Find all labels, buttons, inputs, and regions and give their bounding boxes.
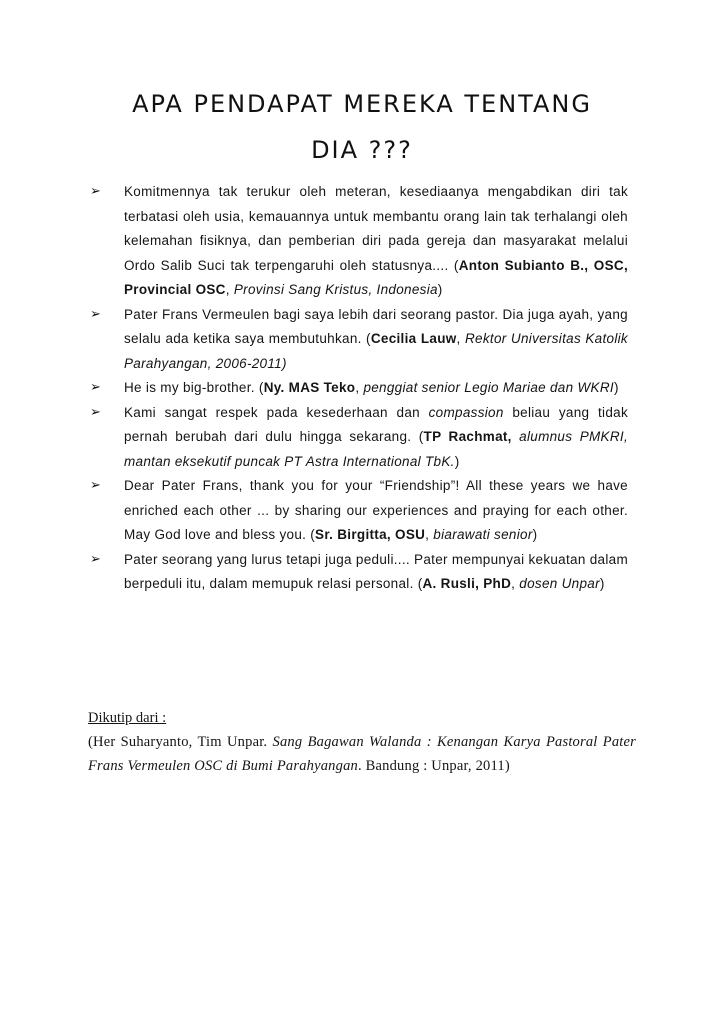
page-title-line-2: DIA ???: [311, 136, 413, 164]
arrow-bullet-icon: ➢: [90, 404, 102, 420]
quote-text-start: Kami sangat respek pada kesederhaan dan: [124, 404, 429, 420]
quote-author-role: dosen Unpar: [519, 576, 600, 591]
quote-text: He is my big-brother. (: [124, 380, 264, 395]
quote-author-role: Provinsi Sang Kristus, Indonesia: [233, 282, 438, 297]
quote-separator: ,: [511, 576, 520, 591]
quote-author: A. Rusli, PhD: [422, 576, 512, 591]
quote-end: ): [599, 576, 605, 591]
quote-end: ): [613, 380, 619, 395]
arrow-bullet-icon: ➢: [90, 478, 102, 493]
arrow-bullet-icon: ➢: [90, 551, 102, 567]
testimonial-list: [88, 180, 628, 597]
quote-author-role: Rektor Universitas Katolik Parahyangan, 2006-2011): [124, 331, 628, 371]
testimonial-item: [88, 376, 628, 401]
quote-author: Anton Subianto B., OSC, Provincial OSC: [124, 257, 628, 297]
quote-author: Ny. MAS Teko: [263, 380, 356, 395]
quote-author-role: penggiat senior Legio Mariae dan WKRI: [363, 380, 614, 395]
quote-author: Sr. Birgitta, OSU: [315, 527, 426, 542]
quote-separator: ,: [425, 527, 434, 542]
citation-suffix: . Bandung : Unpar, 2011): [357, 758, 510, 774]
page-title-line-1: APA PENDAPAT MEREKA TENTANG: [132, 90, 592, 118]
quote-text: Komitmennya tak terukur oleh meteran, kesediaanya mengabdikan diri tak terbatasi oleh usia, kemauannya untuk membantu orang lain tak terhalangi oleh kelemahan fisiknya, dan pemberian diri pada gereja dan masyarakat melalui Ordo Salib Suci tak terpengaruhi oleh statusnya.... (: [124, 184, 628, 273]
testimonial-item: [88, 303, 628, 377]
quote-author: Cecilia Lauw: [370, 331, 457, 346]
citation-text: [88, 730, 636, 778]
testimonial-item: [88, 180, 628, 303]
testimonial-item: [88, 401, 628, 475]
quote-text: beliau yang tidak pernah berubah dari dulu hingga sekarang. (: [124, 404, 628, 444]
source-label: Dikutip dari :: [88, 710, 167, 726]
arrow-bullet-icon: ➢: [90, 184, 102, 199]
arrow-bullet-icon: ➢: [90, 306, 102, 322]
quote-author-role: biarawati senior: [433, 527, 533, 542]
testimonial-item: [88, 474, 628, 548]
quote-author-role: alumnus PMKRI, mantan eksekutif puncak PT Astra International TbK.: [124, 429, 629, 469]
quote-end: ): [437, 282, 443, 297]
quote-end: ): [454, 453, 460, 469]
arrow-bullet-icon: ➢: [90, 380, 102, 395]
testimonial-item: [88, 548, 628, 597]
quote-text: Dear Pater Frans, thank you for your “Friendship”! All these years we have enriched each other ... by sharing our experiences and praying for each other. May God love and bless you. (: [124, 478, 628, 542]
quote-emphasis: compassion: [428, 404, 504, 420]
quote-text: Pater seorang yang lurus tetapi juga peduli.... Pater mempunyai kekuatan dalam berpeduli itu, dalam memupuk relasi personal. (: [124, 551, 628, 591]
citation-book-title: Sang Bagawan Walanda : Kenangan Karya Pastoral Pater Frans Vermeulen OSC di Bumi Parahyangan: [88, 734, 636, 774]
citation-prefix: (Her Suharyanto, Tim Unpar.: [88, 734, 273, 750]
quote-author: TP Rachmat,: [423, 429, 512, 444]
quote-separator: ,: [355, 380, 364, 395]
quote-separator: ,: [225, 282, 234, 297]
quote-separator: ,: [456, 331, 465, 346]
quote-end: ): [532, 527, 538, 542]
source-citation: [88, 706, 636, 778]
quote-text: Pater Frans Vermeulen bagi saya lebih dari seorang pastor. Dia juga ayah, yang selalu ada ketika saya membutuhkan. (: [124, 306, 628, 346]
